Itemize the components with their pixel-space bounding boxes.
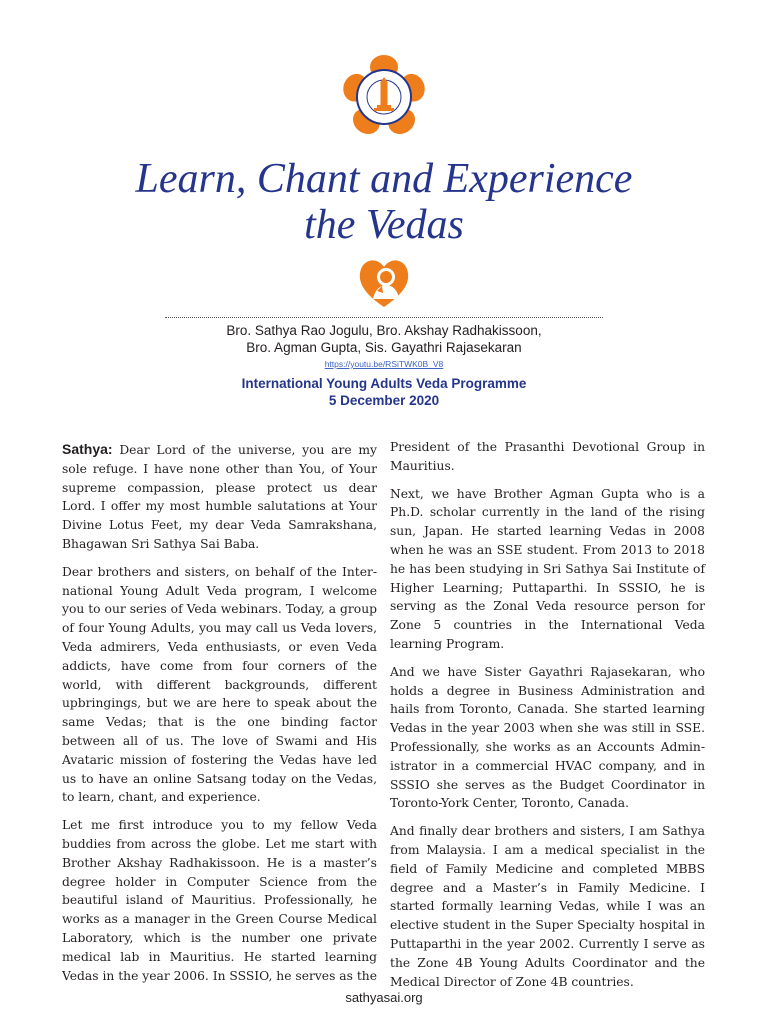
- authors-line-2: Bro. Agman Gupta, Sis. Gayathri Rajasekaran: [246, 340, 522, 355]
- program-name: International Young Adults Veda Programme: [241, 376, 527, 391]
- paragraph-2: Dear brothers and sisters, on behalf of the International Young Adult Veda program, I welcome you to our series of Veda webinars. Today, a group of four Young Adults, you may call us Veda lovers, Veda admirers, Veda enthusiasts, or even Veda addicts, have come from four corners of the world, with different backgrounds, different upbringings, but we are here to speak about the same Vedas; that is the one binding factor between all of us. The love of Swami and His Avataric mission of fostering the Vedas have led us to have an online Satsang today on the Vedas, to learn, chant, and experience.: [62, 564, 377, 805]
- right-column: [390, 438, 705, 1000]
- paragraph-3: Let me first introduce you to my fellow Veda buddies from across the globe. Let me start with Brother Akshay Radhakissoon. He is a master’s degree holder in Computer Science from the beautiful island of Mauritius. Professionally, he works as a manager in the Green Course Medical Laboratory, which is the number one private medical lab in Mauritius. He started learning Vedas in the year 2006. In SSSIO, he serves as the: [62, 818, 377, 983]
- speaker-label: Sathya:: [62, 441, 113, 457]
- paragraph-1-text: Dear Lord of the universe, you are my sole refuge. I have none other than You, of Your supreme compassion, please protect us dear Lord. I offer my most humble salutations at Your Divine Lotus Feet, my dear Veda Samrakshana, Bhagawan Sri Sathya Sai Baba.: [62, 443, 377, 551]
- program-date: 5 December 2020: [328, 393, 440, 408]
- page-title-line-2: the Vedas: [304, 202, 464, 248]
- left-column: [62, 440, 377, 994]
- page-title-line-1: Learn, Chant and Experience: [135, 156, 633, 202]
- sathya-sai-org-logo-icon: [342, 55, 426, 139]
- paragraph-5: Next, we have Brother Agman Gupta who is a Ph.D. scholar currently in the land of the rising sun, Japan. He started learning Vedas in 2008 when he was an SSE student. From 2013 to 2018 he has been studying in Sri Sathya Sai Institute of Higher Learning; Puttaparthi. In SSSIO, he is serving as the Zonal Veda resource person for Zone 5 countries in the International Veda learning Program.: [390, 486, 705, 651]
- authors-line-1: Bro. Sathya Rao Jogulu, Bro. Akshay Radhakissoon,: [226, 323, 542, 338]
- footer-website: sathyasai.org: [345, 990, 423, 1005]
- paragraph-1: [62, 440, 377, 554]
- paragraph-6: And we have Sister Gayathri Rajasekaran, who holds a degree in Business Administration and hails from Toronto, Canada. She started learning Vedas in the year 2003 when she was still in SSE. Professionally, she works as an Accounts Administrator in a commercial HVAC company, and in SSSIO she serves as the Budget Coordinator in Toronto-York Center, Toronto, Canada.: [390, 664, 705, 811]
- paragraph-4: President of the Prasanthi Devotional Group in Mauritius.: [390, 440, 705, 473]
- dotted-divider: [165, 317, 603, 318]
- paragraph-7: And finally dear brothers and sisters, I am Sathya from Malaysia. I am a medical specialist in the field of Family Medicine and completed MBBS degree and a Master’s in Family Medicine. I started formally learning Vedas, while I was an elective student in the Super Specialty hospital in Puttaparthi in the year 2002. Currently I serve as the Zone 4B Young Adults Coordinator and the Medical Director of Zone 4B countries.: [390, 824, 705, 989]
- video-link[interactable]: https://youtu.be/RSiTWK0B_V8: [324, 359, 444, 369]
- heart-devotee-icon: [355, 253, 413, 311]
